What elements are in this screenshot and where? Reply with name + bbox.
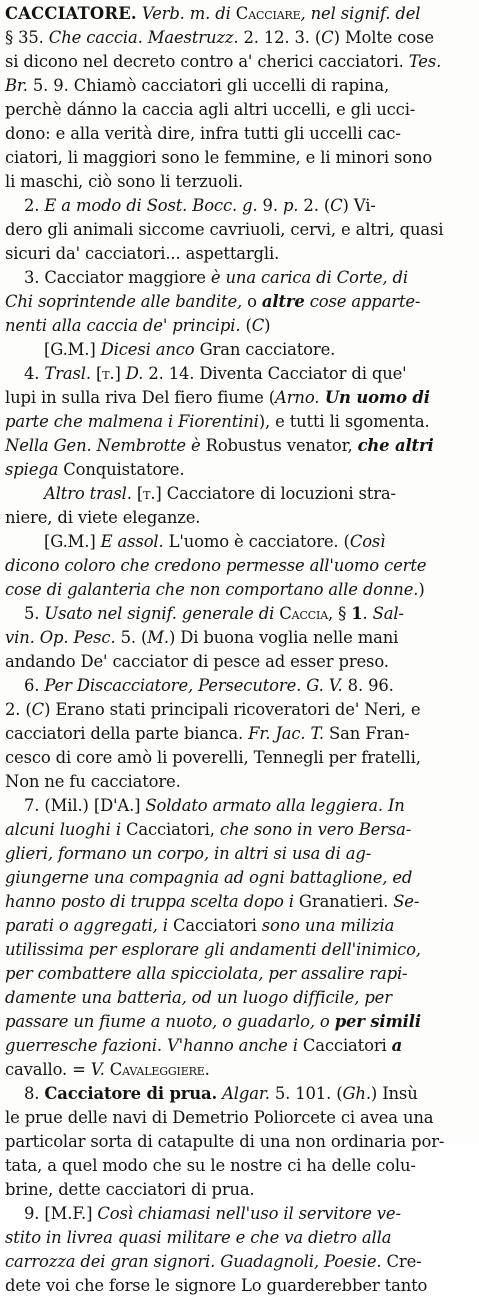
text-segment: perchè dánno la caccia agli altri uccelli, e gli ucci- — [5, 100, 416, 119]
entry-line — [5, 290, 420, 314]
text-segment: Granatieri. — [293, 892, 394, 911]
text-segment: 4. — [24, 364, 45, 383]
text-segment: 5. ( — [115, 628, 148, 647]
text-segment: 5. 9. Chiamò cacciatori gli uccelli di rapina, — [27, 76, 390, 95]
text-segment: E assol. — [100, 532, 164, 551]
entry-line — [5, 146, 432, 170]
text-segment: è una carica di Corte, di — [210, 268, 408, 287]
entry-line — [5, 98, 415, 122]
entry-line — [44, 482, 396, 506]
text-segment: 1 — [351, 604, 363, 623]
text-segment: San Fran- — [323, 724, 410, 743]
text-segment: Per Discacciatore, Persecutore. G. V. — [44, 676, 343, 695]
text-segment: cavallo. = — [5, 1060, 91, 1079]
text-segment: t. — [143, 484, 156, 503]
entry-line — [5, 1034, 402, 1058]
text-segment: cacciatori della parte bianca. — [5, 724, 249, 743]
text-segment: Cacciare — [235, 4, 301, 23]
text-segment: nenti alla caccia de' principi. — [5, 316, 241, 335]
text-segment: li maschi, ciò sono li terzuoli. — [5, 172, 244, 191]
text-segment: altre — [261, 292, 305, 311]
entry-line — [5, 1130, 444, 1154]
entry-line — [24, 362, 407, 386]
text-segment: , nel signif. del — [300, 4, 421, 23]
entry-line — [5, 1010, 421, 1034]
text-segment: Verb. m. di — [136, 4, 236, 23]
text-segment: ) Insù — [370, 1084, 418, 1103]
text-segment: carrozza dei gran signori. Guadagnoli, Poesie. — [5, 1252, 382, 1271]
text-segment: V. — [90, 1060, 105, 1079]
text-segment: dicono coloro che credono permesse all'uomo certe — [5, 556, 427, 575]
text-segment: Nella Gen. — [5, 436, 92, 455]
text-segment: 3. Cacciator maggiore — [24, 268, 211, 287]
entry-line — [5, 242, 279, 266]
text-segment: Tes. — [408, 52, 442, 71]
text-segment: 2. ( — [298, 196, 331, 215]
text-segment: a — [391, 1036, 403, 1055]
text-segment: D. — [125, 364, 144, 383]
entry-line — [5, 1226, 391, 1250]
text-segment: stito in livrea quasi militare e che va dietro alla — [5, 1228, 392, 1247]
text-segment: dono: e alla verità dire, infra tutti gli uccelli cac- — [5, 124, 401, 143]
text-segment: 6. — [24, 676, 45, 695]
entry-line — [44, 338, 335, 362]
text-segment: passare un fiume a nuoto, o guadarlo, o — [5, 1012, 335, 1031]
entry-line — [5, 650, 389, 674]
entry-line — [5, 1178, 255, 1202]
text-segment: Cre- — [381, 1252, 422, 1271]
text-segment: dete voi che forse le signore Lo guarderebber tanto — [5, 1276, 428, 1295]
text-segment: utilissima per esplorare gli andamenti dell'inimico, — [5, 940, 421, 959]
text-segment: parte che malmena i Fiorentini — [5, 412, 259, 431]
text-segment: C — [31, 700, 45, 719]
entry-line — [5, 1058, 210, 1082]
text-segment: ciatori, li maggiori sono le femmine, e li minori sono — [5, 148, 433, 167]
text-segment: Cacciatori — [297, 1036, 392, 1055]
text-segment: cose appartе- — [304, 292, 421, 311]
entry-line — [5, 770, 181, 794]
text-segment: [ — [131, 484, 144, 503]
text-segment: Nembrotte — [91, 436, 192, 455]
text-segment: § 35. — [5, 28, 49, 47]
text-segment: C — [251, 316, 265, 335]
entry-line — [5, 554, 426, 578]
text-segment: ) Molte cose — [333, 28, 434, 47]
text-segment: tata, a quel modo che su le nostre ci ha delle colu- — [5, 1156, 416, 1175]
entry-line — [5, 506, 200, 530]
entry-line — [5, 218, 443, 242]
entry-line — [5, 578, 425, 602]
entry-line — [5, 1250, 422, 1274]
text-segment: C — [321, 28, 334, 47]
text-segment: è — [191, 436, 201, 455]
entry-line — [24, 266, 408, 290]
text-segment: Fr. Jac. T. — [248, 724, 324, 743]
text-segment: ) Erano stati principali ricoveratori de' Neri, e — [44, 700, 421, 719]
text-segment: ) — [418, 580, 425, 599]
text-segment: Che caccia. Maestruzz. — [48, 28, 239, 47]
text-segment: Algar. — [217, 1084, 270, 1103]
text-segment: vin. Op. Pesc. — [5, 628, 116, 647]
text-segment: [G.M.] — [44, 532, 101, 551]
text-segment: Gran cacciatore. — [194, 340, 336, 359]
text-segment: E a modo di Sost. Bocc. g. — [44, 196, 258, 215]
text-segment: 2. — [24, 196, 45, 215]
text-segment: sono una milizia — [261, 916, 395, 935]
entry-line — [5, 434, 434, 458]
text-segment: Robustus venator, — [200, 436, 358, 455]
text-segment: Così chiamasi nell'uso il servitore ve- — [97, 1204, 401, 1223]
entry-line — [24, 674, 394, 698]
text-segment: lupi in sulla riva Del fiero fiume ( — [5, 388, 276, 407]
entry-line — [24, 602, 404, 626]
text-segment: 8. — [24, 1084, 45, 1103]
text-segment: t. — [102, 364, 115, 383]
text-segment: , § — [328, 604, 352, 623]
entry-line — [5, 890, 419, 914]
text-segment: per simili — [334, 1012, 421, 1031]
text-segment: Cacciatore di prua. — [44, 1084, 218, 1103]
entry-line — [5, 122, 401, 146]
entry-line — [5, 74, 389, 98]
text-segment: Non ne fu cacciatore. — [5, 772, 181, 791]
entry-line — [5, 1106, 433, 1130]
text-segment: Soldato armato alla leggiera. In — [145, 796, 405, 815]
entry-line — [5, 842, 371, 866]
text-segment: Usato nel signif. generale di — [44, 604, 275, 623]
entry-line — [5, 626, 398, 650]
entry-line — [24, 1202, 401, 1226]
text-segment: Dicesi anco — [100, 340, 195, 359]
text-segment: [ — [90, 364, 103, 383]
text-segment: ] — [114, 364, 126, 383]
text-segment: 2. 14. Diventa Cacciator di que' — [143, 364, 407, 383]
text-segment: Cacciatori, — [120, 820, 220, 839]
entry-line — [5, 818, 411, 842]
text-segment: cose di galanteria che non comportano alle donne. — [5, 580, 419, 599]
text-segment: brine, dette cacciatori di prua. — [5, 1180, 255, 1199]
text-segment: 2. ( — [5, 700, 32, 719]
text-segment: L'uomo è cacciatore. ( — [163, 532, 350, 551]
text-segment: Così — [349, 532, 386, 551]
text-segment: 8. 96. — [342, 676, 394, 695]
text-segment: cesco di core amò li poverelli, Tennegli per fratelli, — [5, 748, 421, 767]
text-segment: le prue delle navi di Demetrio Poliorcete ci avea una — [5, 1108, 434, 1127]
text-segment: parati o aggregati, i — [5, 916, 168, 935]
text-segment: niere, di viete eleganze. — [5, 508, 201, 527]
text-segment: ( — [240, 316, 252, 335]
text-segment: Sal- — [372, 604, 404, 623]
text-segment: Se- — [393, 892, 420, 911]
text-segment: Arno. — [275, 388, 320, 407]
entry-line — [5, 722, 410, 746]
text-segment: ) Vi- — [342, 196, 376, 215]
entry-line — [5, 410, 430, 434]
entry-line — [5, 50, 441, 74]
entry-line — [5, 962, 407, 986]
entry-line — [5, 26, 434, 50]
text-segment: si dicono nel decreto contro a' cherici cacciatori. — [5, 52, 409, 71]
entry-line — [24, 1082, 418, 1106]
entry-line — [5, 866, 412, 890]
text-segment: 5. 101. ( — [269, 1084, 343, 1103]
entry-line — [5, 986, 392, 1010]
entry-line — [5, 458, 184, 482]
entry-line — [5, 386, 430, 410]
text-segment: Gh. — [342, 1084, 371, 1103]
text-segment: o — [242, 292, 262, 311]
text-segment: Br. — [5, 76, 28, 95]
text-segment: [G.M.] — [44, 340, 101, 359]
text-segment: damente una batteria, od un luogo difficile, per — [5, 988, 392, 1007]
entry-headword: CACCIATORE. — [5, 4, 137, 23]
text-segment: andando De' cacciator di pesce ad esser preso. — [5, 652, 389, 671]
text-segment: Altro trasl. — [44, 484, 132, 503]
text-segment: sicuri da' cacciatori... aspettargli. — [5, 244, 280, 263]
text-segment: Cavaleggiere — [104, 1060, 205, 1079]
text-segment: che sono in vero Bersa- — [219, 820, 412, 839]
text-segment: guerresche fazioni. V'hanno anche i — [5, 1036, 298, 1055]
text-segment: 2. 12. 3. ( — [238, 28, 322, 47]
entry-line — [5, 914, 394, 938]
text-segment: particolar sorta di catapulte di una non ordinaria por- — [5, 1132, 445, 1151]
text-segment: Cacciatori — [167, 916, 262, 935]
text-segment: 5. — [24, 604, 45, 623]
text-segment: Trasl. — [44, 364, 91, 383]
text-segment: 9. — [257, 196, 283, 215]
text-segment: . — [362, 604, 373, 623]
text-segment: C — [330, 196, 343, 215]
entry-line — [5, 938, 421, 962]
text-segment: ) — [264, 316, 271, 335]
text-segment: 7. (Mil.) [D'A.] — [24, 796, 146, 815]
text-segment: Caccia — [274, 604, 328, 623]
text-segment: ) Di buona voglia nelle mani — [168, 628, 399, 647]
entry-line — [5, 1154, 416, 1178]
entry-line — [5, 2, 420, 26]
text-segment: p. — [282, 196, 299, 215]
text-segment: Conquistatore. — [58, 460, 185, 479]
text-segment: Un uomo di — [319, 388, 430, 407]
text-segment: ), e tutti li sgomenta. — [258, 412, 430, 431]
entry-line — [5, 1274, 427, 1298]
entry-line — [5, 746, 421, 770]
entry-line — [24, 794, 405, 818]
text-segment: glieri, formano un corpo, in altri si usa di ag- — [5, 844, 372, 863]
text-segment: alcuni luoghi i — [5, 820, 121, 839]
entry-line — [24, 194, 376, 218]
entry-line — [5, 314, 270, 338]
text-segment: Chi soprintende alle bandite, — [5, 292, 243, 311]
entry-line — [5, 170, 243, 194]
entry-line — [44, 530, 385, 554]
text-segment: . — [204, 1060, 210, 1079]
entry-line — [5, 698, 420, 722]
text-segment: 9. [M.F.] — [24, 1204, 98, 1223]
text-segment: hanno posto di truppa scelta dopo i — [5, 892, 294, 911]
text-segment: M. — [147, 628, 169, 647]
text-segment: per combattere alla spicciolata, per assalire rapi- — [5, 964, 408, 983]
text-segment: spiega — [5, 460, 59, 479]
text-segment: che altri — [357, 436, 434, 455]
text-segment: dero gli animali siccome cavriuoli, cervi, e altri, quasi — [5, 220, 444, 239]
text-segment: giungerne una compagnia ad ogni battaglione, ed — [5, 868, 413, 887]
text-segment: ] Cacciatore di locuzioni stra- — [155, 484, 396, 503]
